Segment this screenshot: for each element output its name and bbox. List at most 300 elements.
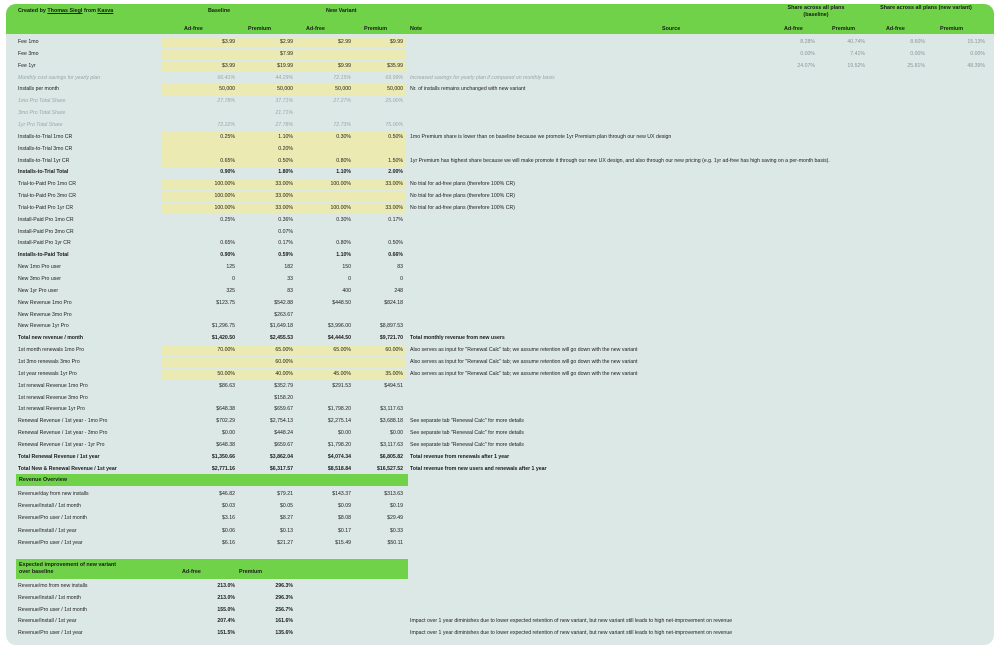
value-cell[interactable]: 44.29%	[275, 74, 293, 81]
table-row	[16, 593, 994, 604]
note-cell[interactable]	[408, 215, 908, 226]
value-cell[interactable]: $2,771.16	[211, 465, 235, 472]
value-cell[interactable]: $0.19	[390, 503, 403, 510]
value-cell[interactable]: 0.90%	[220, 252, 235, 259]
table-row	[16, 616, 994, 627]
table-row	[16, 144, 994, 155]
note-cell[interactable]: See separate tab "Renewal Calc" for more details	[410, 430, 524, 437]
share-cell[interactable]: 0.00%	[910, 50, 925, 57]
value-cell[interactable]: 1.80%	[278, 169, 293, 176]
row-label: Total New & Renewal Revenue / 1st year	[18, 465, 117, 472]
value-cell[interactable]: 325	[226, 287, 235, 294]
value-cell[interactable]: $86.63	[219, 382, 235, 389]
row-label: Total new revenue / month	[18, 335, 84, 342]
row-label: Revenue/Install / 1st month	[18, 503, 81, 510]
value-cell[interactable]: $0.05	[280, 503, 293, 510]
value-cell[interactable]: $9.99	[354, 37, 406, 48]
table-row	[16, 440, 994, 451]
value-cell[interactable]: 0.80%	[336, 240, 351, 247]
note-cell[interactable]	[408, 238, 908, 249]
new-variant-header: New Variant	[326, 8, 357, 14]
value-cell[interactable]	[162, 227, 238, 238]
value-cell[interactable]: 100.00%	[296, 203, 354, 214]
value-cell[interactable]: $0.00	[338, 430, 351, 437]
value-cell[interactable]: 1.10%	[336, 169, 351, 176]
value-cell[interactable]	[354, 144, 406, 155]
value-cell[interactable]: 125	[226, 264, 235, 271]
share-cell[interactable]: 8.28%	[800, 39, 815, 45]
value-cell[interactable]: 182	[284, 264, 293, 271]
value-cell[interactable]: $0.00	[222, 430, 235, 437]
value-cell[interactable]: 100.00%	[162, 203, 238, 214]
value-cell[interactable]: $4,444.50	[327, 335, 351, 342]
share-new-header: Share across all plans (new variant)	[880, 5, 972, 11]
value-cell[interactable]: $15.49	[335, 539, 351, 546]
note-cell[interactable]: Also serves as input for "Renewal Calc" tab; we assume retention will go down with the new variant	[410, 370, 638, 377]
value-cell[interactable]: $8,518.84	[327, 465, 351, 472]
value-cell[interactable]: $8.08	[338, 515, 351, 522]
row-label: Revenue/mo from new installs	[18, 583, 88, 589]
col-share-premium-new: Premium	[940, 26, 964, 32]
note-cell[interactable]	[408, 581, 908, 592]
value-cell[interactable]: 0	[400, 276, 403, 282]
value-cell[interactable]: 1.10%	[336, 252, 351, 259]
value-cell[interactable]: 2.00%	[388, 169, 403, 176]
value-cell[interactable]: 66.41%	[217, 74, 235, 81]
value-cell[interactable]	[162, 144, 238, 155]
row-label: Fee 1mo	[18, 39, 39, 45]
value-cell[interactable]: 33.00%	[238, 203, 296, 214]
value-cell[interactable]: 0.17%	[388, 216, 403, 223]
value-cell[interactable]: $1,350.66	[211, 453, 235, 460]
value-cell[interactable]	[296, 108, 354, 119]
note-cell[interactable]	[408, 593, 908, 604]
value-cell[interactable]: $143.37	[332, 491, 351, 497]
value-cell[interactable]: $2.99	[296, 37, 354, 48]
table-row	[16, 227, 994, 238]
note-cell[interactable]: See separate tab "Renewal Calc" for more details	[410, 441, 524, 448]
value-cell[interactable]: $0.17	[338, 527, 351, 534]
table-row	[16, 345, 994, 356]
value-cell[interactable]: 0.30%	[336, 216, 351, 223]
value-cell[interactable]: $0.33	[390, 527, 403, 534]
value-cell[interactable]: 83	[287, 287, 293, 294]
value-cell[interactable]	[162, 49, 238, 60]
value-cell[interactable]	[354, 191, 406, 202]
value-cell[interactable]: 72.15%	[333, 74, 351, 81]
value-cell[interactable]	[354, 49, 406, 60]
note-cell[interactable]	[408, 120, 908, 131]
value-cell[interactable]: $6,317.57	[269, 465, 293, 472]
value-cell[interactable]	[162, 108, 238, 119]
note-cell[interactable]: Increased savings for yearly plan if compared on monthly basis	[410, 74, 555, 81]
share-cell[interactable]: 0.00%	[970, 50, 985, 57]
value-cell[interactable]: $2,754.13	[269, 418, 293, 425]
value-cell[interactable]: $648.38	[216, 441, 235, 448]
value-cell[interactable]	[296, 144, 354, 155]
created-by-label: Created by	[18, 8, 46, 14]
value-cell[interactable]: 100.00%	[296, 179, 354, 190]
value-cell[interactable]	[354, 227, 406, 238]
value-cell[interactable]: $79.21	[277, 491, 293, 497]
value-cell[interactable]: $16,527.52	[377, 465, 403, 472]
value-cell[interactable]: 0.17%	[278, 240, 293, 247]
note-cell[interactable]: Total monthly revenue from new users	[410, 335, 505, 342]
value-cell[interactable]: 0.65%	[162, 156, 238, 167]
value-cell[interactable]: 50,000	[162, 84, 238, 95]
row-label: New Revenue 3mo Pro	[18, 311, 72, 318]
value-cell[interactable]: $0.03	[222, 503, 235, 510]
value-cell[interactable]: $448.24	[274, 430, 293, 437]
row-label: New 3mo Pro user	[18, 276, 61, 282]
value-cell[interactable]: 0.59%	[278, 252, 293, 259]
value-cell[interactable]: 65.00%	[296, 345, 354, 356]
value-cell[interactable]: 33.00%	[354, 179, 406, 190]
share-cell[interactable]: 48.39%	[967, 62, 985, 69]
value-cell[interactable]: $8,897.53	[379, 323, 403, 330]
col-source: Source	[662, 26, 681, 32]
table-row	[16, 298, 994, 309]
value-cell[interactable]: 0.20%	[238, 144, 296, 155]
improvement-title-1: Expected improvement of new variant	[19, 562, 117, 568]
value-cell[interactable]: 0	[232, 276, 235, 282]
note-cell[interactable]: Total revenue from new users and renewals after 1 year	[410, 465, 547, 472]
note-cell[interactable]	[408, 167, 908, 178]
value-cell[interactable]: 21.71%	[275, 110, 293, 117]
share-cell[interactable]: 25.81%	[907, 62, 925, 69]
value-cell[interactable]: 45.00%	[296, 369, 354, 380]
table-row	[16, 628, 994, 639]
row-label: Revenue/Install / 1st year	[18, 527, 77, 534]
value-cell[interactable]: $3.99	[162, 37, 238, 48]
value-cell[interactable]: 296.3%	[275, 583, 293, 589]
note-cell[interactable]	[408, 321, 908, 332]
value-cell[interactable]: 27.78%	[275, 121, 293, 128]
value-cell[interactable]: $0.00	[390, 430, 403, 437]
table-row	[16, 96, 994, 107]
row-label: Install-Paid Pro 1yr CR	[18, 240, 71, 247]
value-cell[interactable]: $2,455.53	[269, 335, 293, 342]
table-row	[16, 132, 994, 143]
value-cell[interactable]	[296, 357, 354, 368]
note-cell[interactable]	[408, 250, 908, 261]
value-cell[interactable]: 135.6%	[275, 630, 293, 637]
note-cell[interactable]	[408, 286, 908, 297]
table-row	[16, 513, 994, 524]
note-cell[interactable]	[408, 298, 908, 309]
table-row	[16, 333, 994, 344]
value-cell[interactable]: 65.00%	[238, 345, 296, 356]
value-cell[interactable]: 213.0%	[217, 583, 235, 589]
value-cell[interactable]: $3,117.63	[380, 406, 403, 413]
value-cell[interactable]	[354, 310, 406, 321]
value-cell[interactable]: $158.20	[274, 394, 293, 401]
note-cell[interactable]	[408, 96, 908, 107]
value-cell[interactable]: 33.00%	[354, 203, 406, 214]
improvement-header	[16, 559, 408, 579]
value-cell[interactable]: $1,420.50	[211, 335, 235, 342]
table-row	[16, 489, 994, 500]
value-cell[interactable]: 50,000	[238, 84, 296, 95]
value-cell[interactable]: $46.82	[219, 491, 235, 497]
revenue-overview-header	[16, 474, 408, 486]
value-cell[interactable]: $648.38	[216, 406, 235, 413]
row-label: Installs-to-Paid Total	[18, 252, 69, 259]
value-cell[interactable]: 25.00%	[385, 98, 403, 105]
table-row	[16, 416, 994, 427]
note-cell[interactable]: No trial for ad-free plans (therefore 100% CR)	[410, 204, 515, 211]
row-label: Trial-to-Paid Pro 1mo CR	[18, 181, 77, 188]
share-cell[interactable]: 0.00%	[800, 50, 815, 57]
note-cell[interactable]	[408, 108, 908, 119]
value-cell[interactable]: 0	[348, 276, 351, 282]
row-label: Installs-to-Trial 1mo CR	[18, 133, 73, 140]
value-cell[interactable]: $35.99	[354, 61, 406, 72]
value-cell[interactable]: 155.0%	[217, 606, 235, 613]
note-cell[interactable]	[408, 605, 908, 616]
value-cell[interactable]: $1,296.75	[211, 323, 235, 330]
value-cell[interactable]: 400	[342, 287, 351, 294]
value-cell[interactable]: 161.6%	[275, 618, 293, 625]
note-cell[interactable]	[408, 404, 908, 415]
value-cell[interactable]: $9,721.70	[379, 335, 403, 342]
table-row	[16, 381, 994, 392]
value-cell[interactable]	[296, 191, 354, 202]
row-label: Renewal Revenue / 1st year - 1yr Pro	[18, 441, 105, 448]
value-cell[interactable]: 0.25%	[220, 216, 235, 223]
value-cell[interactable]: $0.09	[338, 503, 351, 510]
value-cell[interactable]: $448.50	[332, 299, 351, 306]
note-cell[interactable]	[408, 393, 908, 404]
value-cell[interactable]: 35.00%	[354, 369, 406, 380]
value-cell[interactable]: 50,000	[354, 84, 406, 95]
note-cell[interactable]: Also serves as input for "Renewal Calc" tab; we assume retention will go down with the new variant	[410, 358, 638, 365]
value-cell[interactable]: $313.63	[384, 491, 403, 497]
value-cell[interactable]: 60.00%	[354, 345, 406, 356]
table-row	[16, 274, 994, 285]
table-row	[16, 238, 994, 249]
value-cell[interactable]	[354, 357, 406, 368]
value-cell[interactable]: $6.16	[222, 539, 235, 546]
note-cell[interactable]: Also serves as input for "Renewal Calc" tab; we assume retention will go down with the new variant	[410, 347, 638, 354]
note-cell[interactable]: Impact over 1 year diminishes due to lower expected retention of new variant, but new variant still leads to high net-improvement on revenue	[410, 630, 733, 637]
value-cell[interactable]: $352.79	[274, 382, 293, 389]
value-cell[interactable]: 1.50%	[354, 156, 406, 167]
value-cell[interactable]: 296.3%	[275, 594, 293, 601]
table-row	[16, 215, 994, 226]
value-cell[interactable]: 50,000	[296, 84, 354, 95]
value-cell[interactable]: 75.00%	[385, 121, 403, 128]
note-cell[interactable]	[408, 262, 908, 273]
note-cell[interactable]	[408, 381, 908, 392]
value-cell[interactable]: 0.25%	[162, 132, 238, 143]
improvement-col-adfree: Ad-free	[182, 569, 201, 575]
value-cell[interactable]: $659.67	[274, 406, 293, 413]
value-cell[interactable]: $9.99	[296, 61, 354, 72]
value-cell[interactable]: 207.4%	[217, 618, 235, 625]
note-cell[interactable]	[408, 274, 908, 285]
value-cell[interactable]: 27.27%	[333, 98, 351, 105]
share-cell[interactable]: 24.07%	[797, 62, 815, 69]
value-cell[interactable]: $3,862.04	[269, 453, 293, 460]
table-row	[16, 464, 994, 475]
header-bar	[6, 4, 994, 34]
note-cell[interactable]	[408, 310, 908, 321]
value-cell[interactable]: 27.78%	[217, 98, 235, 105]
value-cell[interactable]: $0.13	[280, 527, 293, 534]
company-link[interactable]: Kasva	[97, 8, 114, 14]
value-cell[interactable]: 100.00%	[162, 179, 238, 190]
value-cell[interactable]: 83	[397, 264, 403, 271]
value-cell[interactable]: $21.27	[277, 539, 293, 546]
value-cell[interactable]: $0.06	[222, 527, 235, 534]
value-cell[interactable]: $3.16	[222, 515, 235, 522]
value-cell[interactable]: 0.50%	[354, 132, 406, 143]
value-cell[interactable]: 0.07%	[278, 228, 293, 235]
value-cell[interactable]: $19.99	[238, 61, 296, 72]
author-link[interactable]: Thomas Siegl	[47, 8, 83, 14]
note-cell[interactable]	[408, 144, 908, 155]
note-cell[interactable]: Impact over 1 year diminishes due to lower expected retention of new variant, but new variant still leads to high net-improvement on revenue	[410, 618, 733, 625]
value-cell[interactable]	[354, 108, 406, 119]
row-label: Revenue/Install / 1st month	[18, 594, 81, 601]
value-cell[interactable]: $8.27	[280, 515, 293, 522]
value-cell[interactable]: 150	[342, 264, 351, 271]
table-row	[16, 179, 994, 190]
table-row	[16, 203, 994, 214]
value-cell[interactable]: $7.99	[238, 49, 296, 60]
row-label: Fee 1yr	[18, 62, 36, 69]
col-share-adfree-new: Ad-free	[886, 26, 905, 32]
value-cell[interactable]: $702.29	[216, 418, 235, 425]
value-cell[interactable]: $263.67	[274, 311, 293, 318]
value-cell[interactable]: $291.53	[332, 382, 351, 389]
value-cell[interactable]: 0.30%	[296, 132, 354, 143]
value-cell[interactable]: $3,996.00	[327, 323, 351, 330]
table-row	[16, 428, 994, 439]
value-cell[interactable]	[162, 310, 238, 321]
value-cell[interactable]: 50.00%	[162, 369, 238, 380]
note-cell[interactable]: No trial for ad-free plans (therefore 100% CR)	[410, 181, 515, 188]
value-cell[interactable]: $1,649.18	[269, 323, 293, 330]
note-cell[interactable]: Nr. of installs remains unchanged with new variant	[410, 86, 526, 93]
value-cell[interactable]: 1.10%	[238, 132, 296, 143]
note-cell[interactable]: No trial for ad-free plans (therefore 100% CR)	[410, 193, 515, 200]
value-cell[interactable]: $1,798.20	[327, 406, 351, 413]
row-label: 1st month renewals 1mo Pro	[18, 347, 85, 354]
value-cell[interactable]: $3,688.18	[379, 418, 403, 425]
table-row	[16, 37, 994, 48]
col-premium-new: Premium	[364, 26, 388, 32]
share-cell[interactable]: 19.52%	[847, 62, 865, 69]
row-label: Revenue/day from new installs	[18, 491, 89, 497]
value-cell[interactable]: $29.49	[387, 515, 403, 522]
value-cell[interactable]	[296, 310, 354, 321]
value-cell[interactable]: $659.67	[274, 441, 293, 448]
share-cell[interactable]: 8.60%	[910, 39, 925, 45]
value-cell[interactable]	[162, 357, 238, 368]
row-label: Fee 3mo	[18, 50, 39, 57]
value-cell[interactable]	[296, 393, 354, 404]
note-cell[interactable]: 1yr Premium has highest share because we will make promote it through our new UX design, and also through our new pricing (e.g. 1yr ad-free has high saving on a per-month basis).	[410, 157, 830, 164]
share-cell[interactable]: 7.41%	[850, 50, 865, 57]
share-cell[interactable]: 15.13%	[967, 39, 985, 45]
value-cell[interactable]: 0.36%	[278, 216, 293, 223]
value-cell[interactable]: $3,117.63	[380, 441, 403, 448]
value-cell[interactable]: $1,798.20	[327, 441, 351, 448]
value-cell[interactable]: 69.99%	[385, 74, 403, 81]
value-cell[interactable]: $3.99	[162, 61, 238, 72]
value-cell[interactable]: $2,275.14	[327, 418, 351, 425]
value-cell[interactable]: $542.88	[274, 299, 293, 306]
value-cell[interactable]	[162, 393, 238, 404]
share-baseline-header: Share across all plans (baseline)	[787, 5, 845, 18]
value-cell[interactable]: 0.90%	[220, 169, 235, 176]
value-cell[interactable]: 60.00%	[238, 357, 296, 368]
value-cell[interactable]: $6,805.82	[379, 453, 403, 460]
value-cell[interactable]: 40.00%	[238, 369, 296, 380]
row-label: Revenue/Pro user / 1st month	[18, 515, 87, 522]
value-cell[interactable]: 0.66%	[388, 252, 403, 259]
row-label: 1st 3mo renewals 3mo Pro	[18, 358, 80, 365]
value-cell[interactable]: 33	[287, 276, 293, 282]
row-label: Installs-to-Trial 3mo CR	[18, 145, 73, 152]
row-label: 1st renewal Revenue 1yr Pro	[18, 406, 85, 413]
value-cell[interactable]: $2.99	[238, 37, 296, 48]
value-cell[interactable]: 0.50%	[388, 240, 403, 247]
value-cell[interactable]: 151.5%	[217, 630, 235, 637]
value-cell[interactable]: 248	[394, 287, 403, 294]
improvement-title-2: over baseline	[19, 569, 54, 575]
table-row	[16, 156, 994, 167]
note-cell[interactable]: 1mo Premium share is lower than on baseline because we promote 1yr Premium plan through our new UX design	[410, 133, 672, 140]
row-label: Revenue/Pro user / 1st year	[18, 630, 83, 637]
value-cell[interactable]: 70.00%	[162, 345, 238, 356]
share-cell[interactable]: 40.74%	[847, 39, 865, 45]
value-cell[interactable]: 256.7%	[275, 606, 293, 613]
table-row	[16, 167, 994, 178]
col-note: Note	[410, 26, 422, 32]
value-cell[interactable]: $123.75	[216, 299, 235, 306]
value-cell[interactable]: 72.22%	[217, 121, 235, 128]
table-row	[16, 393, 994, 404]
value-cell[interactable]: $494.51	[384, 382, 403, 389]
value-cell[interactable]: 100.00%	[162, 191, 238, 202]
value-cell[interactable]: 33.00%	[238, 179, 296, 190]
value-cell[interactable]: 0.65%	[220, 240, 235, 247]
value-cell[interactable]	[354, 393, 406, 404]
table-row	[16, 61, 994, 72]
col-adfree-baseline: Ad-free	[184, 26, 203, 32]
revenue-overview-title: Revenue Overview	[19, 477, 67, 483]
value-cell[interactable]: $4,074.34	[327, 453, 351, 460]
value-cell[interactable]: 213.0%	[217, 594, 235, 601]
note-cell[interactable]: Total revenue from renewals after 1 year	[410, 453, 510, 460]
value-cell[interactable]: 72.73%	[333, 121, 351, 128]
note-cell[interactable]: See separate tab "Renewal Calc" for more details	[410, 418, 524, 425]
table-row	[16, 538, 994, 549]
value-cell[interactable]: $824.18	[384, 299, 403, 306]
value-cell[interactable]	[296, 49, 354, 60]
value-cell[interactable]: 33.00%	[238, 191, 296, 202]
value-cell[interactable]	[296, 227, 354, 238]
value-cell[interactable]: 0.80%	[296, 156, 354, 167]
value-cell[interactable]: 0.50%	[238, 156, 296, 167]
row-label: Revenue/Pro user / 1st year	[18, 539, 83, 546]
value-cell[interactable]: $50.11	[387, 539, 403, 546]
note-cell[interactable]	[408, 227, 908, 238]
value-cell[interactable]: 37.71%	[275, 98, 293, 105]
